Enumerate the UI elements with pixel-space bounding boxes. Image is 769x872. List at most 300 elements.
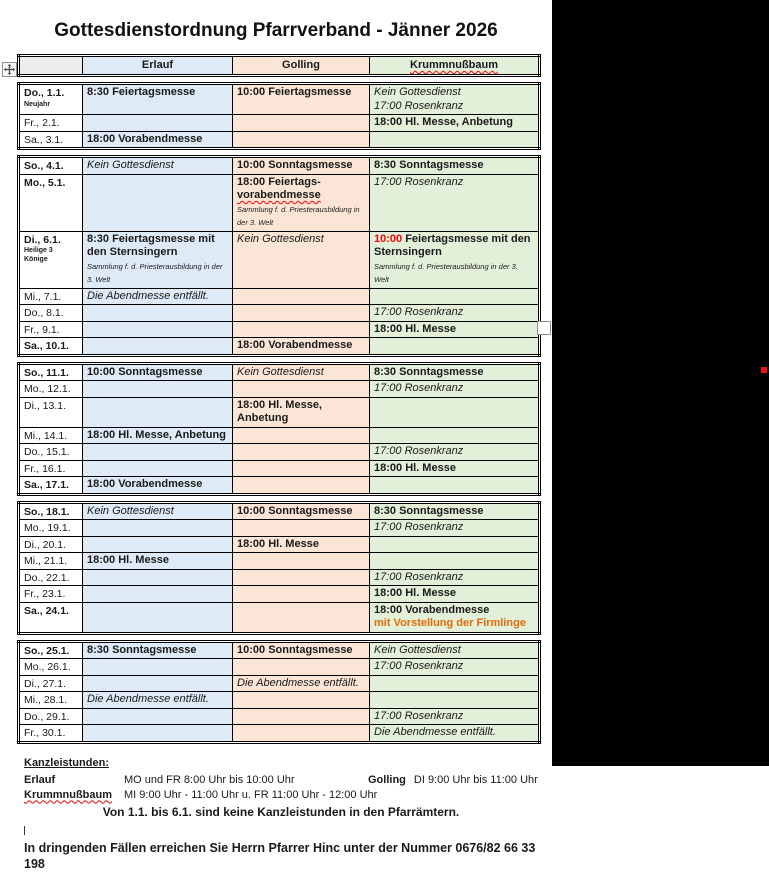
- office-hours-heading: Kanzleistunden:: [24, 756, 109, 769]
- cell-erlauf: [83, 692, 233, 709]
- text-segment: 8:30 Sonntagsmesse: [374, 159, 484, 171]
- date-cell: [19, 381, 83, 398]
- cell-golling: [233, 131, 370, 149]
- table-row: [19, 569, 540, 586]
- cell-erlauf: [83, 363, 233, 381]
- cell-krummnussbaum: [370, 641, 540, 659]
- cell-krummnussbaum: [370, 444, 540, 461]
- date-label: Fr., 2.1.: [24, 117, 60, 129]
- date-label: Mo., 12.1.: [24, 383, 71, 395]
- date-cell: [19, 692, 83, 709]
- service-line: [237, 203, 365, 230]
- office-hours-label-erlauf: Erlauf: [24, 773, 56, 786]
- cell-golling: [233, 586, 370, 603]
- date-label: Di., 20.1.: [24, 538, 67, 551]
- cell-erlauf: [83, 174, 233, 231]
- text-segment: 18:00 Vorabendmesse: [87, 132, 203, 145]
- cell-golling: [233, 659, 370, 676]
- service-line: [237, 189, 365, 203]
- schedule-block-1: [17, 82, 541, 150]
- date-label: Do., 15.1.: [24, 446, 70, 458]
- table-row: [19, 174, 540, 231]
- table-row: [19, 427, 540, 444]
- table-row: [19, 692, 540, 709]
- table-row: [19, 460, 540, 477]
- text-segment: 18:00 Hl. Messe: [374, 322, 456, 335]
- cell-golling: [233, 536, 370, 553]
- date-label: So., 25.1.: [24, 644, 70, 657]
- text-segment: 17:00 Rosenkranz: [374, 99, 464, 112]
- date-cell: [19, 131, 83, 149]
- cell-golling: [233, 477, 370, 495]
- cell-krummnussbaum: [370, 305, 540, 322]
- service-line: [374, 604, 534, 618]
- service-line: [374, 521, 534, 535]
- table-row: [19, 675, 540, 692]
- text-segment: Kein Gottesdienst: [237, 365, 324, 378]
- text-segment: mit Vorstellung der Firmlinge: [374, 617, 526, 629]
- cell-erlauf: [83, 305, 233, 322]
- text-segment: 18:00 Hl. Messe: [237, 537, 319, 550]
- cell-golling: [233, 363, 370, 381]
- service-line: [237, 677, 365, 691]
- column-header-krummnubaum: [370, 56, 540, 76]
- cell-golling: [233, 692, 370, 709]
- cell-golling: [233, 460, 370, 477]
- service-line: [374, 159, 534, 173]
- table-row: [19, 338, 540, 356]
- service-line: [237, 644, 365, 658]
- table-row: [19, 288, 540, 305]
- cell-erlauf: [83, 231, 233, 288]
- text-segment: 17:00 Rosenkranz: [374, 175, 464, 188]
- cell-golling: [233, 338, 370, 356]
- cell-erlauf: [83, 502, 233, 520]
- table-row: [19, 231, 540, 288]
- cell-erlauf: [83, 460, 233, 477]
- move-arrows-icon: [4, 64, 15, 75]
- cell-krummnussbaum: [370, 536, 540, 553]
- office-hours-line-1: [24, 773, 538, 788]
- date-label: Sa., 17.1.: [24, 479, 69, 491]
- table-row: [19, 397, 540, 427]
- table-row: [19, 157, 540, 175]
- date-cell: [19, 502, 83, 520]
- table-row: [19, 725, 540, 743]
- date-cell: [19, 602, 83, 633]
- date-label: Di., 27.1.: [24, 677, 67, 690]
- column-header-label: Krummnußbaum: [410, 59, 498, 71]
- text-segment: Kein Gottesdienst: [374, 643, 461, 656]
- cell-erlauf: [83, 427, 233, 444]
- service-line: [87, 478, 228, 492]
- service-line: [87, 693, 228, 707]
- table-row: [19, 502, 540, 520]
- table-row: [19, 641, 540, 659]
- date-label: Mi., 14.1.: [24, 429, 68, 442]
- cell-krummnussbaum: [370, 602, 540, 633]
- service-line: [237, 233, 365, 247]
- date-label: Sa., 24.1.: [24, 604, 69, 617]
- service-line: [374, 462, 534, 476]
- text-segment: 18:00 Hl. Messe: [374, 587, 456, 599]
- date-label: Fr., 16.1.: [24, 462, 66, 475]
- date-cell: [19, 708, 83, 725]
- service-line: [374, 382, 534, 396]
- schedule-block-3: [17, 362, 541, 496]
- date-label: Di., 6.1.: [24, 233, 61, 246]
- service-line: [87, 429, 228, 443]
- cell-krummnussbaum: [370, 520, 540, 537]
- date-cell: [19, 397, 83, 427]
- text-segment: Feiertagsmesse mit den Sternsingern: [374, 232, 531, 258]
- cell-erlauf: [83, 321, 233, 338]
- cell-golling: [233, 115, 370, 132]
- cell-erlauf: [83, 157, 233, 175]
- service-line: [87, 133, 228, 147]
- table-row: [19, 321, 540, 338]
- table-move-handle[interactable]: [2, 62, 17, 77]
- cell-erlauf: [83, 675, 233, 692]
- service-line: [87, 505, 228, 519]
- cell-erlauf: [83, 84, 233, 115]
- cell-krummnussbaum: [370, 586, 540, 603]
- service-line: [87, 86, 228, 100]
- service-line: [374, 710, 534, 724]
- text-segment: 18:00 Hl. Messe, Anbetung: [374, 116, 513, 128]
- text-segment: 17:00 Rosenkranz: [374, 570, 464, 583]
- text-segment: 18:00 Feiertags-: [237, 175, 321, 188]
- text-segment: Kein Gottesdienst: [237, 232, 324, 245]
- service-line: [237, 399, 365, 426]
- service-line: [87, 159, 228, 173]
- date-cell: [19, 520, 83, 537]
- cell-golling: [233, 305, 370, 322]
- date-label: Mi., 21.1.: [24, 555, 68, 567]
- date-label: Mi., 28.1.: [24, 694, 68, 706]
- date-label: So., 4.1.: [24, 160, 64, 172]
- cell-erlauf: [83, 641, 233, 659]
- cell-krummnussbaum: [370, 397, 540, 427]
- cell-krummnussbaum: [370, 363, 540, 381]
- date-label: Do., 22.1.: [24, 571, 70, 584]
- schedule-block-4: [17, 501, 541, 635]
- cell-golling: [233, 174, 370, 231]
- text-segment: 18:00 Hl. Messe: [87, 554, 169, 566]
- text-segment: 17:00 Rosenkranz: [374, 660, 464, 672]
- cell-golling: [233, 502, 370, 520]
- service-line: [374, 86, 534, 100]
- page-title: Gottesdienstordnung Pfarrverband - Jänner 2026: [54, 20, 498, 41]
- column-header-corner: [19, 56, 83, 76]
- date-cell: [19, 305, 83, 322]
- table-row: [19, 520, 540, 537]
- cell-golling: [233, 641, 370, 659]
- service-line: [237, 366, 365, 380]
- cell-golling: [233, 427, 370, 444]
- table-row: [19, 444, 540, 461]
- table-row: [19, 363, 540, 381]
- text-segment: 17:00 Rosenkranz: [374, 306, 464, 318]
- date-label: Fr., 9.1.: [24, 323, 60, 336]
- side-black-panel: [552, 0, 769, 766]
- service-line: [374, 505, 534, 519]
- cell-erlauf: [83, 586, 233, 603]
- date-label: Fr., 30.1.: [24, 727, 66, 739]
- cell-golling: [233, 708, 370, 725]
- cell-golling: [233, 231, 370, 288]
- cell-erlauf: [83, 659, 233, 676]
- column-header-label: Erlauf: [141, 59, 174, 71]
- cell-erlauf: [83, 477, 233, 495]
- text-segment: Sammlung f. d. Priesterausbildung in der 3. Welt: [87, 261, 223, 284]
- date-label: Mi., 7.1.: [24, 290, 62, 303]
- date-cell: [19, 444, 83, 461]
- table-row: [19, 115, 540, 132]
- cell-golling: [233, 84, 370, 115]
- cell-erlauf: [83, 725, 233, 743]
- cell-golling: [233, 675, 370, 692]
- cell-krummnussbaum: [370, 659, 540, 676]
- cell-krummnussbaum: [370, 131, 540, 149]
- cell-krummnussbaum: [370, 427, 540, 444]
- date-label: Do., 29.1.: [24, 710, 70, 723]
- date-cell: [19, 536, 83, 553]
- service-line: [374, 587, 534, 601]
- text-segment: 8:30 Sonntagsmesse: [374, 504, 484, 517]
- date-label: Do., 8.1.: [24, 307, 64, 319]
- service-line: [374, 233, 534, 260]
- cell-krummnussbaum: [370, 115, 540, 132]
- cell-golling: [233, 520, 370, 537]
- text-segment: Kein Gottesdienst: [374, 86, 461, 98]
- service-line: [374, 176, 534, 190]
- table-resize-handle[interactable]: [537, 321, 551, 335]
- service-line: [87, 260, 228, 287]
- date-cell: [19, 659, 83, 676]
- cell-krummnussbaum: [370, 477, 540, 495]
- text-segment: 10:00 Sonntagsmesse: [237, 159, 353, 171]
- date-cell: [19, 231, 83, 288]
- table-row: [19, 381, 540, 398]
- service-line: [87, 233, 228, 260]
- cell-erlauf: [83, 569, 233, 586]
- service-line: [237, 505, 365, 519]
- text-segment: 18:00 Hl. Messe, Anbetung: [87, 428, 226, 441]
- office-hours-erlauf: MO und FR 8:00 Uhr bis 10:00 Uhr: [124, 773, 295, 786]
- office-hours-krummnussbaum: MI 9:00 Uhr - 11:00 Uhr u. FR 11:00 Uhr - 12:00 Uhr: [124, 788, 378, 801]
- column-header-erlauf: [83, 56, 233, 76]
- text-cursor: [24, 826, 25, 835]
- cell-golling: [233, 725, 370, 743]
- footer: [24, 756, 538, 872]
- cell-erlauf: [83, 444, 233, 461]
- date-cell: [19, 321, 83, 338]
- text-segment: 18:00 Vorabendmesse: [237, 339, 353, 351]
- cell-erlauf: [83, 115, 233, 132]
- service-line: [374, 660, 534, 674]
- date-label: Mo., 19.1.: [24, 522, 71, 534]
- text-segment: 18:00 Vorabendmesse: [87, 478, 203, 490]
- cell-erlauf: [83, 381, 233, 398]
- table-row: [19, 305, 540, 322]
- cell-golling: [233, 157, 370, 175]
- date-label: Mo., 5.1.: [24, 176, 66, 189]
- text-segment: 18:00 Vorabendmesse: [374, 603, 490, 616]
- cell-erlauf: [83, 708, 233, 725]
- table-row: [19, 84, 540, 115]
- cell-krummnussbaum: [370, 725, 540, 743]
- closure-notice: Von 1.1. bis 6.1. sind keine Kanzleistunden in den Pfarrämtern.: [102, 804, 460, 819]
- service-line: [237, 339, 365, 353]
- date-cell: [19, 84, 83, 115]
- cell-erlauf: [83, 288, 233, 305]
- text-segment: 10:00 Sonntagsmesse: [237, 504, 353, 517]
- text-segment: 17:00 Rosenkranz: [374, 382, 464, 394]
- cell-golling: [233, 321, 370, 338]
- table-row: [19, 553, 540, 570]
- text-segment: 10:00 Sonntagsmesse: [237, 643, 353, 656]
- service-line: [87, 644, 228, 658]
- schedule-header-table: [17, 54, 541, 77]
- date-cell: [19, 725, 83, 743]
- table-row: [19, 659, 540, 676]
- text-segment: Kein Gottesdienst: [87, 504, 174, 517]
- date-label: Di., 13.1.: [24, 399, 67, 412]
- office-hours-line-2: [24, 788, 538, 803]
- text-segment: vorabendmesse: [237, 189, 321, 201]
- date-cell: [19, 157, 83, 175]
- service-line: [237, 86, 365, 100]
- office-hours-golling: DI 9:00 Uhr bis 11:00 Uhr: [413, 773, 538, 786]
- date-cell: [19, 586, 83, 603]
- date-cell: [19, 553, 83, 570]
- text-segment: 17:00 Rosenkranz: [374, 521, 464, 533]
- schedule-block-2: [17, 155, 541, 357]
- red-marker: [761, 367, 767, 373]
- service-line: [374, 644, 534, 658]
- text-segment: 10:00: [374, 232, 403, 245]
- service-line: [237, 159, 365, 173]
- cell-golling: [233, 397, 370, 427]
- table-row: [19, 602, 540, 633]
- cell-erlauf: [83, 536, 233, 553]
- date-cell: [19, 115, 83, 132]
- date-label: Mo., 26.1.: [24, 661, 71, 673]
- cell-golling: [233, 569, 370, 586]
- cell-krummnussbaum: [370, 288, 540, 305]
- table-row: [19, 586, 540, 603]
- text-segment: 17:00 Rosenkranz: [374, 709, 464, 722]
- text-segment: 10:00 Feiertagsmesse: [237, 86, 352, 98]
- service-line: [374, 323, 534, 337]
- cell-krummnussbaum: [370, 157, 540, 175]
- date-cell: [19, 569, 83, 586]
- table-row: [19, 477, 540, 495]
- cell-krummnussbaum: [370, 502, 540, 520]
- cell-krummnussbaum: [370, 675, 540, 692]
- emergency-contact: In dringenden Fällen erreichen Sie Herrn Pfarrer Hinc unter der Nummer 0676/82 66 33 198: [24, 840, 536, 871]
- cell-krummnussbaum: [370, 231, 540, 288]
- text-segment: Die Abendmesse entfällt.: [374, 726, 496, 738]
- date-label: Sa., 3.1.: [24, 133, 64, 146]
- text-segment: 8:30 Feiertagsmesse: [87, 86, 196, 98]
- cell-erlauf: [83, 602, 233, 633]
- date-cell: [19, 174, 83, 231]
- schedule-blocks: [17, 82, 552, 744]
- service-line: [237, 176, 365, 190]
- text-segment: Die Abendmesse entfällt.: [87, 693, 209, 705]
- text-segment: Sammlung f. d. Priesterausbildung in der 3. Welt: [237, 204, 360, 227]
- table-row: [19, 708, 540, 725]
- service-line: [374, 366, 534, 380]
- text-segment: Die Abendmesse entfällt.: [237, 676, 359, 689]
- cell-krummnussbaum: [370, 174, 540, 231]
- cell-krummnussbaum: [370, 569, 540, 586]
- service-line: [374, 726, 534, 740]
- schedule-header-row: [19, 56, 540, 76]
- cell-krummnussbaum: [370, 381, 540, 398]
- date-cell: [19, 363, 83, 381]
- schedule-block-5: [17, 640, 541, 744]
- date-cell: [19, 460, 83, 477]
- date-label: Sa., 10.1.: [24, 340, 69, 352]
- date-label: So., 11.1.: [24, 366, 69, 379]
- service-line: [374, 445, 534, 459]
- date-cell: [19, 675, 83, 692]
- cell-golling: [233, 288, 370, 305]
- date-label: So., 18.1.: [24, 505, 70, 518]
- service-line: [374, 571, 534, 585]
- cell-erlauf: [83, 520, 233, 537]
- cell-erlauf: [83, 397, 233, 427]
- table-row: [19, 536, 540, 553]
- text-segment: Kein Gottesdienst: [87, 159, 174, 171]
- text-segment: 8:30 Sonntagsmesse: [87, 643, 197, 656]
- date-note: Heilige 3 Könige: [24, 247, 53, 263]
- service-line: [87, 554, 228, 568]
- service-line: [374, 260, 534, 287]
- date-note: Neujahr: [24, 100, 51, 108]
- text-segment: Sammlung f. d. Priesterausbildung in der 3. Welt: [374, 261, 518, 284]
- service-line: [374, 100, 534, 114]
- office-hours-label-krummnussbaum: Krummnußbaum: [24, 788, 112, 801]
- cell-golling: [233, 553, 370, 570]
- date-cell: [19, 641, 83, 659]
- text-segment: 8:30 Feiertagsmesse mit den Sternsingern: [87, 232, 215, 258]
- cell-erlauf: [83, 553, 233, 570]
- column-header-label: Golling: [282, 59, 320, 71]
- service-line: [374, 116, 534, 130]
- cell-erlauf: [83, 131, 233, 149]
- date-label: Do., 1.1.: [24, 87, 65, 99]
- cell-krummnussbaum: [370, 84, 540, 115]
- cell-krummnussbaum: [370, 321, 540, 338]
- cell-erlauf: [83, 338, 233, 356]
- service-line: [87, 290, 228, 304]
- cell-golling: [233, 444, 370, 461]
- text-segment: 18:00 Hl. Messe: [374, 461, 456, 474]
- service-line: [237, 538, 365, 552]
- service-line: [374, 617, 534, 631]
- cell-krummnussbaum: [370, 708, 540, 725]
- caret-line: [24, 820, 538, 838]
- table-row: [19, 131, 540, 149]
- cell-krummnussbaum: [370, 338, 540, 356]
- cell-golling: [233, 381, 370, 398]
- text-segment: 18:00 Hl. Messe, Anbetung: [237, 398, 322, 424]
- cell-krummnussbaum: [370, 553, 540, 570]
